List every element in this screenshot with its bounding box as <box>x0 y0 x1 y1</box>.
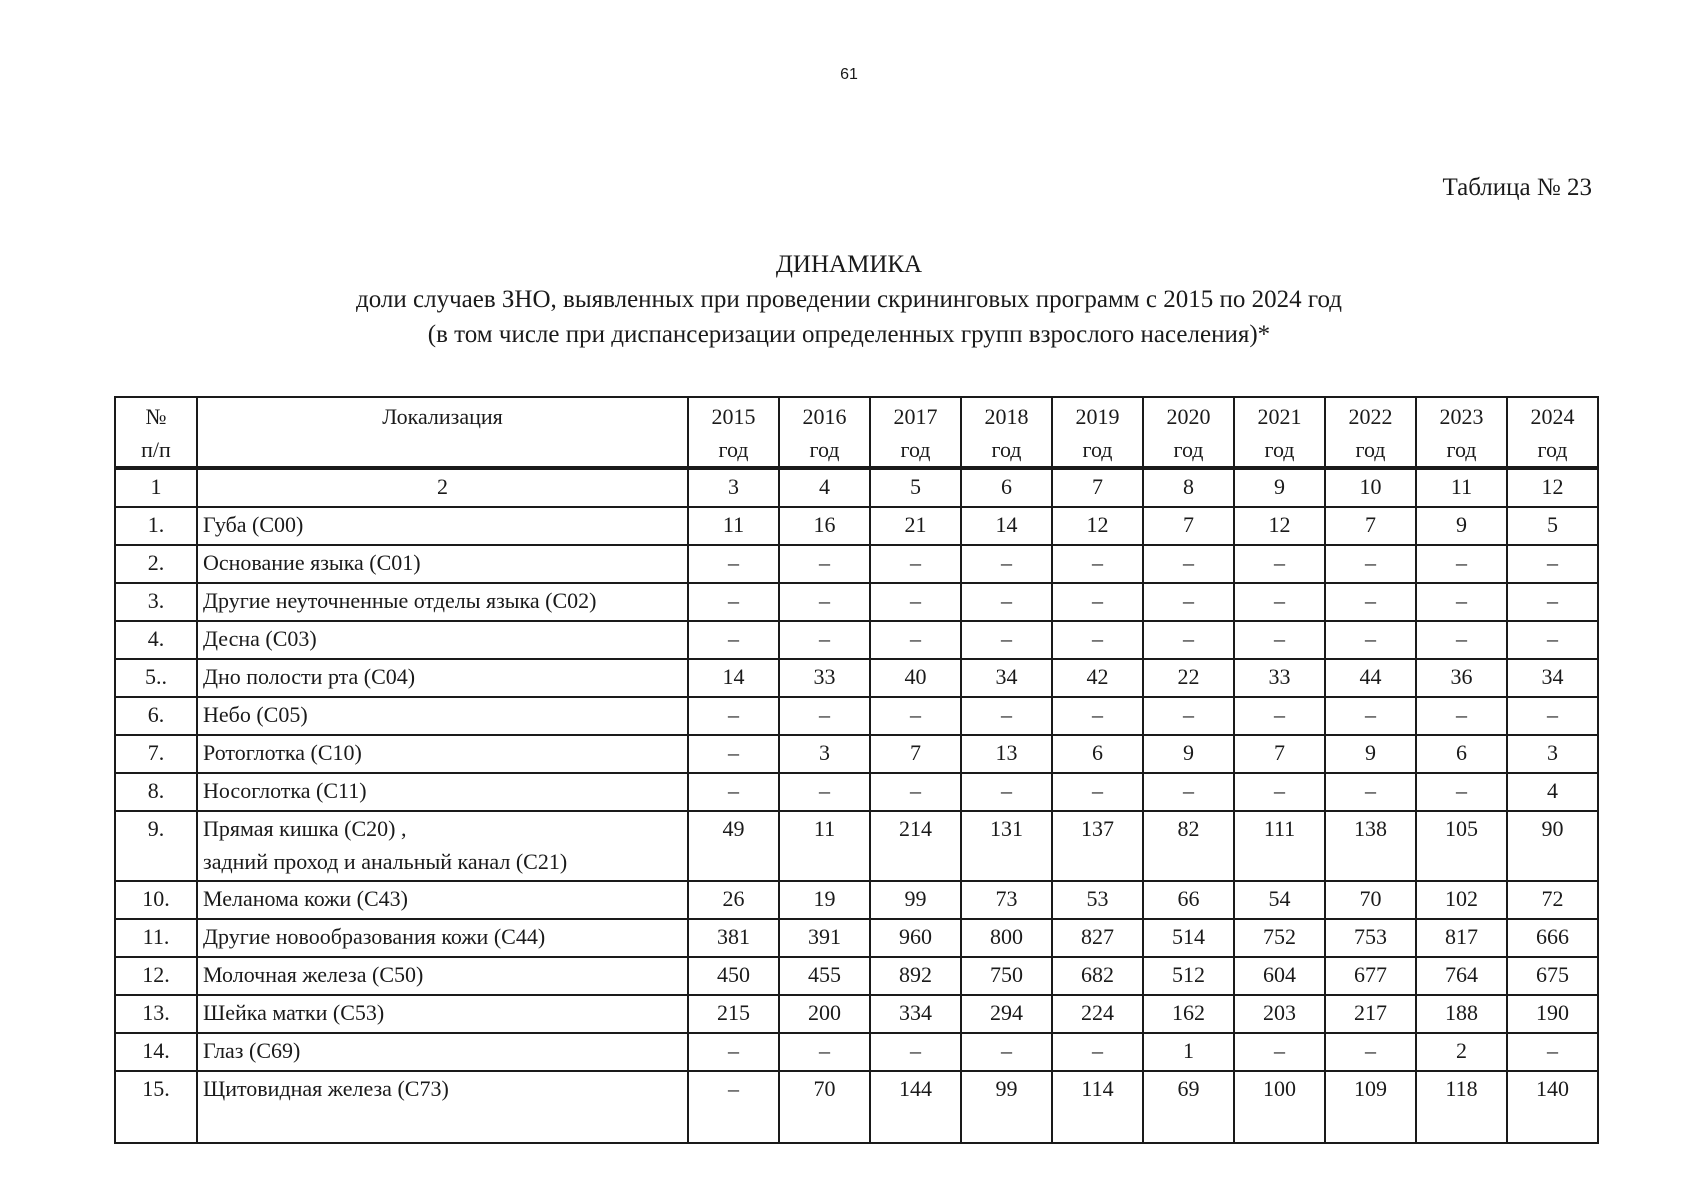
value-cell: 753 <box>1325 919 1416 957</box>
value-cell: 188 <box>1416 995 1507 1033</box>
value-cell: – <box>779 1033 870 1071</box>
row-number: 5.. <box>115 659 197 697</box>
value-cell: 381 <box>688 919 779 957</box>
localization-name-line2: задний проход и анальный канал (С21) <box>203 849 568 874</box>
value-cell: – <box>779 545 870 583</box>
value-cell: 34 <box>1507 659 1598 697</box>
table-row <box>115 545 1598 583</box>
table-row <box>115 957 1598 995</box>
table-row <box>115 881 1598 919</box>
value-cell: 514 <box>1143 919 1234 957</box>
row-number: 7. <box>115 735 197 773</box>
value-cell: – <box>1416 773 1507 811</box>
row-number: 11. <box>115 919 197 957</box>
table-row <box>115 811 1598 881</box>
localization-cell <box>197 735 688 773</box>
table-row <box>115 507 1598 545</box>
value-cell: 99 <box>961 1071 1052 1143</box>
value-cell: 9 <box>1416 507 1507 545</box>
localization-name: Основание языка (С01) <box>203 550 421 575</box>
header-number <box>115 397 197 468</box>
value-cell: – <box>1507 621 1598 659</box>
value-cell: – <box>688 697 779 735</box>
row-number: 9. <box>115 811 197 881</box>
localization-name: Десна (С03) <box>203 626 317 651</box>
value-cell: 49 <box>688 811 779 881</box>
localization-cell <box>197 773 688 811</box>
column-number: 2 <box>197 468 688 507</box>
value-cell: – <box>688 1033 779 1071</box>
localization-cell <box>197 507 688 545</box>
value-cell: – <box>1234 545 1325 583</box>
value-cell: 99 <box>870 881 961 919</box>
value-cell: 6 <box>1416 735 1507 773</box>
value-cell: – <box>870 1033 961 1071</box>
value-cell: 682 <box>1052 957 1143 995</box>
value-cell: – <box>870 583 961 621</box>
value-cell: 131 <box>961 811 1052 881</box>
value-cell: 140 <box>1507 1071 1598 1143</box>
localization-cell <box>197 659 688 697</box>
row-number: 6. <box>115 697 197 735</box>
column-number: 8 <box>1143 468 1234 507</box>
page-number: 61 <box>840 66 858 83</box>
value-cell: 70 <box>779 1071 870 1143</box>
value-cell: 33 <box>779 659 870 697</box>
value-cell: 203 <box>1234 995 1325 1033</box>
value-cell: 162 <box>1143 995 1234 1033</box>
value-cell: 7 <box>1234 735 1325 773</box>
column-number: 7 <box>1052 468 1143 507</box>
value-cell: – <box>1052 1033 1143 1071</box>
value-cell: – <box>688 773 779 811</box>
value-cell: – <box>688 545 779 583</box>
localization-cell <box>197 1071 688 1143</box>
value-cell: – <box>1325 697 1416 735</box>
value-cell: 118 <box>1416 1071 1507 1143</box>
value-cell: 752 <box>1234 919 1325 957</box>
value-cell: 604 <box>1234 957 1325 995</box>
table-row <box>115 1071 1598 1143</box>
column-number: 5 <box>870 468 961 507</box>
row-number: 3. <box>115 583 197 621</box>
value-cell: 3 <box>1507 735 1598 773</box>
value-cell: – <box>688 735 779 773</box>
value-cell: 144 <box>870 1071 961 1143</box>
value-cell: 12 <box>1052 507 1143 545</box>
value-cell: 21 <box>870 507 961 545</box>
value-cell: – <box>1416 697 1507 735</box>
value-cell: 11 <box>779 811 870 881</box>
value-cell: 214 <box>870 811 961 881</box>
value-cell: 675 <box>1507 957 1598 995</box>
value-cell: 200 <box>779 995 870 1033</box>
localization-cell <box>197 1033 688 1071</box>
localization-name: Прямая кишка (С20) , <box>203 816 407 841</box>
value-cell: 11 <box>688 507 779 545</box>
header-year: 2017 год <box>870 397 961 468</box>
value-cell: 294 <box>961 995 1052 1033</box>
value-cell: – <box>1052 773 1143 811</box>
header-year: 2019 год <box>1052 397 1143 468</box>
localization-name: Другие новообразования кожи (С44) <box>203 924 546 949</box>
localization-name: Губа (С00) <box>203 512 304 537</box>
value-cell: 13 <box>961 735 1052 773</box>
value-cell: 1 <box>1143 1033 1234 1071</box>
value-cell: 5 <box>1507 507 1598 545</box>
row-number: 10. <box>115 881 197 919</box>
column-number: 1 <box>115 468 197 507</box>
header-row <box>115 397 1598 468</box>
localization-cell <box>197 995 688 1033</box>
value-cell: – <box>1325 583 1416 621</box>
column-number: 6 <box>961 468 1052 507</box>
value-cell: – <box>1325 621 1416 659</box>
value-cell: – <box>1325 1033 1416 1071</box>
header-year: 2016 год <box>779 397 870 468</box>
value-cell: 69 <box>1143 1071 1234 1143</box>
value-cell: 40 <box>870 659 961 697</box>
row-number: 8. <box>115 773 197 811</box>
table-row <box>115 621 1598 659</box>
localization-name: Носоглотка (С11) <box>203 778 367 803</box>
value-cell: – <box>961 545 1052 583</box>
value-cell: 44 <box>1325 659 1416 697</box>
header-year: 2021 год <box>1234 397 1325 468</box>
header-number-line2: п/п <box>141 437 171 462</box>
row-number: 15. <box>115 1071 197 1143</box>
localization-name: Шейка матки (С53) <box>203 1000 385 1025</box>
localization-cell <box>197 697 688 735</box>
value-cell: 827 <box>1052 919 1143 957</box>
value-cell: – <box>779 621 870 659</box>
table-row <box>115 735 1598 773</box>
value-cell: 750 <box>961 957 1052 995</box>
value-cell: – <box>688 583 779 621</box>
value-cell: – <box>1507 583 1598 621</box>
column-number: 4 <box>779 468 870 507</box>
value-cell: – <box>1416 545 1507 583</box>
value-cell: – <box>1234 1033 1325 1071</box>
localization-name: Другие неуточненные отделы языка (С02) <box>203 588 597 613</box>
value-cell: 2 <box>1416 1033 1507 1071</box>
value-cell: 217 <box>1325 995 1416 1033</box>
screening-dynamics-table <box>114 396 1599 1144</box>
value-cell: 892 <box>870 957 961 995</box>
localization-cell <box>197 919 688 957</box>
value-cell: 14 <box>961 507 1052 545</box>
value-cell: 9 <box>1143 735 1234 773</box>
value-cell: 190 <box>1507 995 1598 1033</box>
localization-cell <box>197 545 688 583</box>
value-cell: – <box>1143 583 1234 621</box>
localization-name: Дно полости рта (С04) <box>203 664 416 689</box>
value-cell: – <box>1143 621 1234 659</box>
value-cell: – <box>870 773 961 811</box>
value-cell: 105 <box>1416 811 1507 881</box>
header-year: 2024 год <box>1507 397 1598 468</box>
value-cell: 19 <box>779 881 870 919</box>
value-cell: – <box>1052 583 1143 621</box>
localization-cell <box>197 621 688 659</box>
row-number: 12. <box>115 957 197 995</box>
localization-name: Ротоглотка (С10) <box>203 740 362 765</box>
value-cell: 7 <box>1325 507 1416 545</box>
value-cell: 800 <box>961 919 1052 957</box>
header-year: 2023 год <box>1416 397 1507 468</box>
value-cell: – <box>688 621 779 659</box>
value-cell: 391 <box>779 919 870 957</box>
value-cell: 3 <box>779 735 870 773</box>
value-cell: – <box>1416 621 1507 659</box>
value-cell: – <box>961 621 1052 659</box>
value-cell: 102 <box>1416 881 1507 919</box>
value-cell: 9 <box>1325 735 1416 773</box>
value-cell: 7 <box>1143 507 1234 545</box>
value-cell: 764 <box>1416 957 1507 995</box>
value-cell: – <box>779 773 870 811</box>
column-number-row <box>115 468 1598 507</box>
localization-cell <box>197 583 688 621</box>
value-cell: – <box>1507 1033 1598 1071</box>
localization-name: Щитовидная железа (С73) <box>203 1076 449 1101</box>
value-cell: – <box>961 697 1052 735</box>
value-cell: 16 <box>779 507 870 545</box>
header-year: 2015 год <box>688 397 779 468</box>
value-cell: – <box>1143 773 1234 811</box>
value-cell: – <box>1052 545 1143 583</box>
value-cell: 72 <box>1507 881 1598 919</box>
value-cell: 66 <box>1143 881 1234 919</box>
value-cell: – <box>870 545 961 583</box>
row-number: 2. <box>115 545 197 583</box>
value-cell: 450 <box>688 957 779 995</box>
value-cell: 334 <box>870 995 961 1033</box>
heading-title: ДИНАМИКА <box>775 251 923 278</box>
value-cell: – <box>1507 545 1598 583</box>
value-cell: 111 <box>1234 811 1325 881</box>
value-cell: 53 <box>1052 881 1143 919</box>
column-number: 3 <box>688 468 779 507</box>
column-number: 9 <box>1234 468 1325 507</box>
column-number: 11 <box>1416 468 1507 507</box>
value-cell: 512 <box>1143 957 1234 995</box>
header-year: 2022 год <box>1325 397 1416 468</box>
value-cell: – <box>688 1071 779 1143</box>
table-heading <box>0 247 1698 352</box>
table-row <box>115 1033 1598 1071</box>
header-localization: Локализация <box>197 397 688 468</box>
localization-cell <box>197 811 688 881</box>
value-cell: – <box>1234 583 1325 621</box>
localization-name: Меланома кожи (С43) <box>203 886 408 911</box>
value-cell: – <box>1234 697 1325 735</box>
value-cell: – <box>1143 697 1234 735</box>
header-number-line1: № <box>145 404 167 429</box>
value-cell: – <box>1507 697 1598 735</box>
value-cell: – <box>779 697 870 735</box>
table-label: Таблица № 23 <box>1442 174 1592 201</box>
value-cell: 6 <box>1052 735 1143 773</box>
value-cell: 677 <box>1325 957 1416 995</box>
value-cell: – <box>961 773 1052 811</box>
value-cell: 4 <box>1507 773 1598 811</box>
localization-name: Глаз (С69) <box>203 1038 301 1063</box>
value-cell: – <box>1325 545 1416 583</box>
table-row <box>115 995 1598 1033</box>
value-cell: 138 <box>1325 811 1416 881</box>
value-cell: 36 <box>1416 659 1507 697</box>
value-cell: 12 <box>1234 507 1325 545</box>
localization-name: Небо (С05) <box>203 702 308 727</box>
table-row <box>115 583 1598 621</box>
header-year: 2020 год <box>1143 397 1234 468</box>
row-number: 4. <box>115 621 197 659</box>
row-number: 1. <box>115 507 197 545</box>
table-row <box>115 773 1598 811</box>
header-year: 2018 год <box>961 397 1052 468</box>
value-cell: 455 <box>779 957 870 995</box>
row-number: 14. <box>115 1033 197 1071</box>
table-row <box>115 919 1598 957</box>
table-row <box>115 659 1598 697</box>
value-cell: 7 <box>870 735 961 773</box>
value-cell: – <box>1416 583 1507 621</box>
value-cell: 137 <box>1052 811 1143 881</box>
value-cell: – <box>779 583 870 621</box>
column-number: 12 <box>1507 468 1598 507</box>
value-cell: 26 <box>688 881 779 919</box>
value-cell: – <box>870 621 961 659</box>
localization-cell <box>197 881 688 919</box>
heading-line-1: доли случаев ЗНО, выявленных при проведении скрининговых программ с 2015 по 2024 год <box>356 286 1342 313</box>
value-cell: 42 <box>1052 659 1143 697</box>
value-cell: 224 <box>1052 995 1143 1033</box>
value-cell: 817 <box>1416 919 1507 957</box>
value-cell: 666 <box>1507 919 1598 957</box>
value-cell: 14 <box>688 659 779 697</box>
value-cell: – <box>1234 621 1325 659</box>
value-cell: 33 <box>1234 659 1325 697</box>
row-number: 13. <box>115 995 197 1033</box>
localization-name: Молочная железа (С50) <box>203 962 424 987</box>
value-cell: 34 <box>961 659 1052 697</box>
value-cell: 100 <box>1234 1071 1325 1143</box>
column-number: 10 <box>1325 468 1416 507</box>
value-cell: 960 <box>870 919 961 957</box>
value-cell: 90 <box>1507 811 1598 881</box>
value-cell: – <box>1143 545 1234 583</box>
value-cell: 73 <box>961 881 1052 919</box>
value-cell: – <box>961 583 1052 621</box>
value-cell: 70 <box>1325 881 1416 919</box>
value-cell: – <box>1234 773 1325 811</box>
value-cell: 22 <box>1143 659 1234 697</box>
value-cell: – <box>1052 621 1143 659</box>
value-cell: 54 <box>1234 881 1325 919</box>
table-row <box>115 697 1598 735</box>
value-cell: 215 <box>688 995 779 1033</box>
heading-line-2: (в том числе при диспансеризации определенных групп взрослого населения)* <box>427 321 1271 348</box>
localization-cell <box>197 957 688 995</box>
value-cell: – <box>1325 773 1416 811</box>
value-cell: – <box>961 1033 1052 1071</box>
value-cell: – <box>1052 697 1143 735</box>
value-cell: – <box>870 697 961 735</box>
value-cell: 114 <box>1052 1071 1143 1143</box>
value-cell: 82 <box>1143 811 1234 881</box>
value-cell: 109 <box>1325 1071 1416 1143</box>
